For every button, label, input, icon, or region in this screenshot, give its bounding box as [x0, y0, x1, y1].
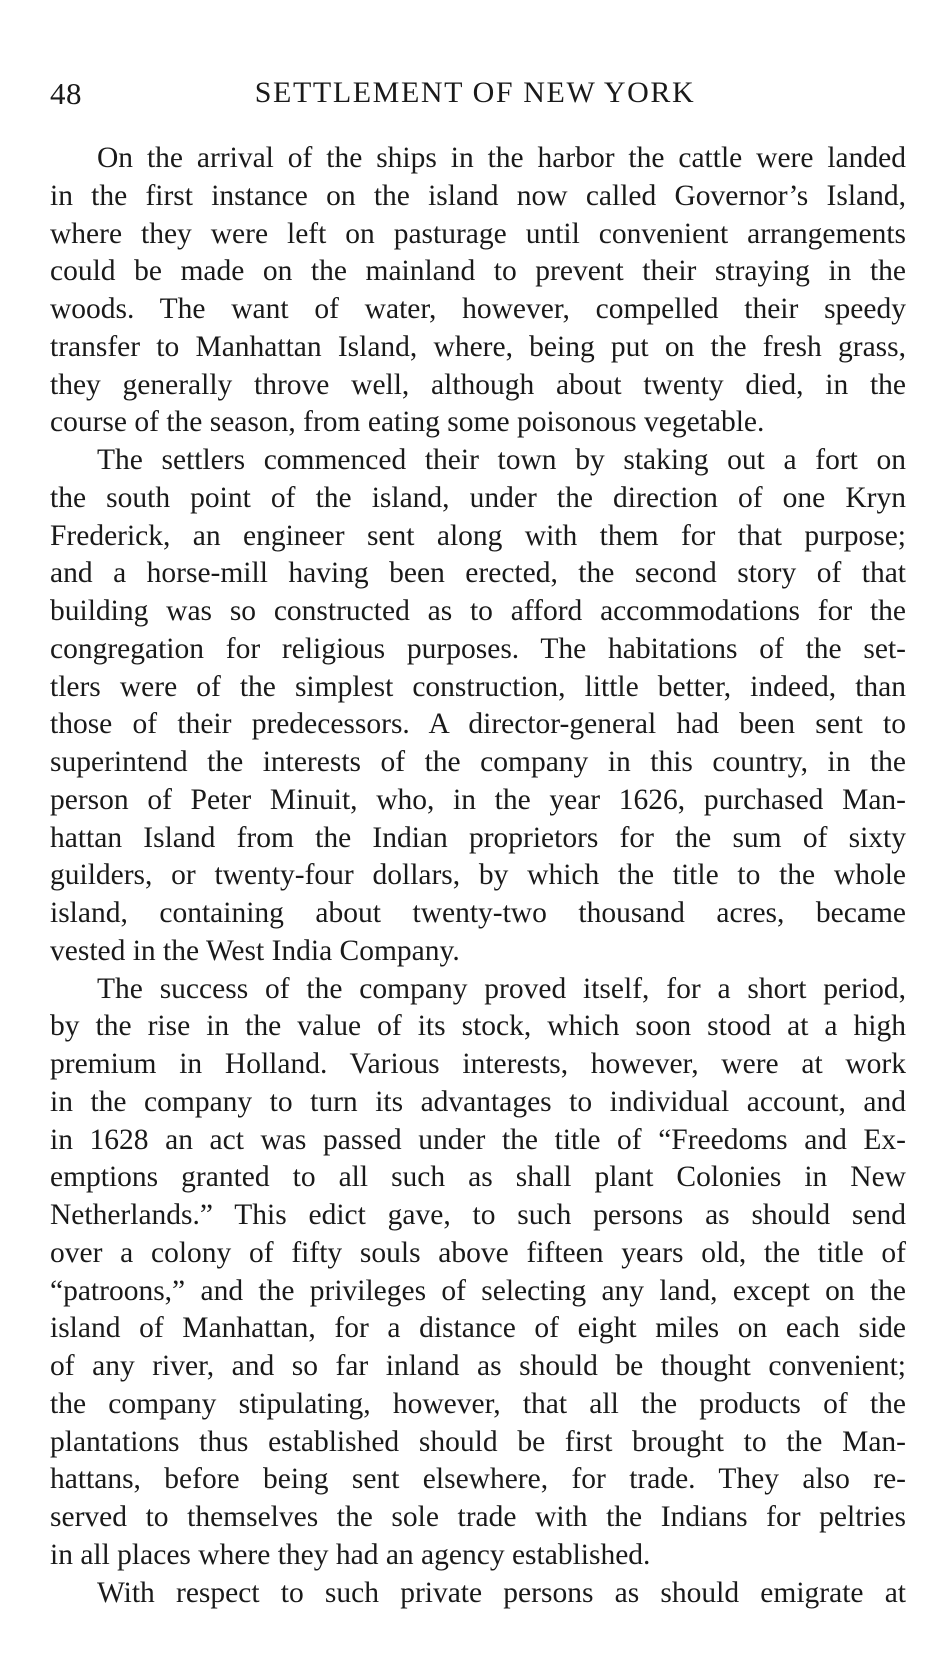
text-line: in the first instance on the island now called Governor’s Island, [50, 179, 906, 212]
text-line: in the company to turn its advantages to individual account, and [50, 1085, 906, 1118]
text-line: hattans, before being sent elsewhere, for trade. They also re- [50, 1463, 906, 1496]
text-line: they generally throve well, although about twenty died, in the [50, 368, 906, 401]
text-line: hattan Island from the Indian proprietors for the sum of sixty [50, 821, 906, 854]
text-line: the south point of the island, under the direction of one Kryn [50, 481, 906, 514]
text-line: where they were left on pasturage until convenient arrangements [50, 217, 906, 250]
text-line: over a colony of fifty souls above fifteen years old, the title of [50, 1236, 906, 1269]
text-line: and a horse-mill having been erected, the second story of that [50, 557, 906, 590]
text-line: tlers were of the simplest construction, little better, indeed, than [50, 670, 906, 703]
text-line: island, containing about twenty-two thousand acres, became [50, 897, 906, 929]
text-line: course of the season, from eating some poisonous vegetable. [50, 406, 765, 439]
text-line: served to themselves the sole trade with the Indians for peltries [50, 1501, 906, 1533]
text-line: congregation for religious purposes. The habitations of the set- [50, 632, 906, 665]
text-line: With respect to such private persons as should emigrate at [97, 1576, 906, 1609]
text-line: of any river, and so far inland as should be thought convenient; [50, 1350, 906, 1382]
text-line: vested in the West India Company. [50, 934, 460, 967]
text-line: “patroons,” and the privileges of selecting any land, except on the [50, 1274, 906, 1307]
text-line: plantations thus established should be first brought to the Man- [50, 1425, 906, 1458]
running-title: SETTLEMENT OF NEW YORK [254, 76, 696, 109]
text-line: island of Manhattan, for a distance of eight miles on each side [50, 1312, 906, 1345]
text-line: could be made on the mainland to prevent their straying in the [50, 255, 906, 288]
text-line: the company stipulating, however, that all the products of the [50, 1387, 906, 1420]
text-line: guilders, or twenty-four dollars, by which the title to the whole [50, 859, 906, 892]
page-number: 48 [50, 76, 82, 111]
text-line: woods. The want of water, however, compelled their speedy [50, 293, 906, 325]
text-line: in all places where they had an agency established. [50, 1538, 651, 1571]
text-line: The success of the company proved itself, for a short period, [97, 972, 906, 1005]
text-line: On the arrival of the ships in the harbor the cattle were landed [97, 142, 906, 174]
text-line: by the rise in the value of its stock, which soon stood at a high [50, 1010, 906, 1043]
text-line: The settlers commenced their town by staking out a fort on [97, 444, 906, 476]
text-line: Frederick, an engineer sent along with them for that purpose; [50, 519, 906, 552]
text-line: transfer to Manhattan Island, where, being put on the fresh grass, [50, 330, 906, 363]
text-line: in 1628 an act was passed under the title of “Freedoms and Ex- [50, 1123, 906, 1156]
text-line: superintend the interests of the company in this country, in the [50, 746, 906, 778]
text-line: emptions granted to all such as shall plant Colonies in New [50, 1161, 906, 1194]
text-line: person of Peter Minuit, who, in the year 1626, purchased Man- [50, 783, 906, 816]
text-line: those of their predecessors. A director-general had been sent to [50, 708, 906, 741]
text-line: premium in Holland. Various interests, however, were at work [50, 1048, 906, 1080]
running-head [50, 76, 900, 116]
text-line: Netherlands.” This edict gave, to such persons as should send [50, 1199, 906, 1231]
body-text [50, 140, 906, 1612]
text-line: building was so constructed as to afford accommodations for the [50, 595, 906, 627]
